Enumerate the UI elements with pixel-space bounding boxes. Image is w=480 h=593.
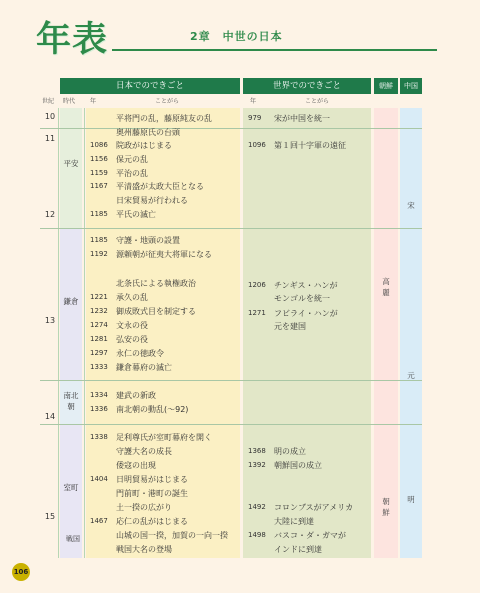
world-event-text: モンゴルを統一 xyxy=(274,294,330,303)
korea-goryeo: 高麗 xyxy=(382,277,390,297)
japan-event-text: 守護大名の成長 xyxy=(116,447,172,456)
japan-event-text: 御成敗式目を制定する xyxy=(116,307,196,316)
japan-event-text: 平治の乱 xyxy=(116,169,148,178)
japan-event-year: 1086 xyxy=(90,141,108,149)
japan-event-year: 1467 xyxy=(90,517,108,525)
column-divider xyxy=(58,108,59,558)
japan-event-text: 弘安の役 xyxy=(116,335,148,344)
title-underline xyxy=(112,49,437,51)
china-yuan: 元 xyxy=(407,371,415,380)
era-sengoku xyxy=(66,534,80,545)
subheader-era: 時代 xyxy=(63,98,76,105)
japan-event-year: 1185 xyxy=(90,210,108,218)
japan-event-year: 1297 xyxy=(90,349,108,357)
header-world: 世界でのできごと xyxy=(243,78,371,94)
japan-event-text: 土一揆の広がり xyxy=(116,503,172,512)
era-muromachi-label: 室町 xyxy=(63,483,79,492)
japan-event-text: 戦国大名の登場 xyxy=(116,545,172,554)
japan-event-text: 文永の役 xyxy=(116,321,148,330)
china-ming: 明 xyxy=(407,495,415,504)
world-event-text: 第１回十字軍の遠征 xyxy=(274,141,346,150)
japan-event-text: 源頼朝が征夷大将軍になる xyxy=(116,250,212,259)
china-column xyxy=(400,108,422,558)
header-korea: 朝鮮 xyxy=(374,78,398,94)
japan-event-text: 建武の新政 xyxy=(116,391,156,400)
era-heian xyxy=(60,158,82,169)
japan-event-year: 1192 xyxy=(90,250,108,258)
century-10: 10 xyxy=(44,112,56,121)
japan-event-text: 守護・地頭の設置 xyxy=(116,236,180,245)
era-heian-label: 平安 xyxy=(63,159,79,168)
china-song: 宋 xyxy=(407,201,415,210)
japan-event-year: 1404 xyxy=(90,475,108,483)
chapter-heading: 2章 中世の日本 xyxy=(190,30,283,43)
world-event-text: インドに到達 xyxy=(274,545,322,554)
japan-event-year: 1274 xyxy=(90,321,108,329)
century-14: 14 xyxy=(44,412,56,421)
japan-event-year: 1185 xyxy=(90,236,108,244)
subheader-world-events: ことがら xyxy=(305,98,330,105)
world-event-text: 朝鮮国の成立 xyxy=(274,461,322,470)
century-12: 12 xyxy=(44,210,56,219)
world-event-text: フビライ・ハンが xyxy=(274,309,338,318)
japan-event-text: 平将門の乱，藤原純友の乱 xyxy=(116,114,212,123)
column-divider xyxy=(84,108,85,558)
japan-event-year: 1334 xyxy=(90,391,108,399)
row-divider xyxy=(40,424,422,425)
japan-event-year: 1333 xyxy=(90,363,108,371)
japan-event-text: 永仁の徳政令 xyxy=(116,349,164,358)
world-event-year: 1368 xyxy=(248,447,266,455)
era-nanbokucho-label: 南北朝 xyxy=(63,391,79,411)
japan-event-text: 門前町・港町の誕生 xyxy=(116,489,188,498)
world-event-text: 元を建国 xyxy=(274,322,306,331)
world-event-text: 宋が中国を統一 xyxy=(274,114,330,123)
japan-event-text: 北条氏による執権政治 xyxy=(116,279,196,288)
japan-event-text: 平氏の滅亡 xyxy=(116,210,156,219)
japan-event-text: 平清盛が太政大臣となる xyxy=(116,182,204,191)
japan-event-year: 1281 xyxy=(90,335,108,343)
japan-event-year: 1167 xyxy=(90,182,108,190)
world-event-year: 979 xyxy=(248,114,262,122)
world-event-text: コロンブスがアメリカ xyxy=(274,503,354,512)
era-kamakura xyxy=(60,296,82,307)
japan-event-text: 奥州藤原氏の台頭 xyxy=(116,128,180,137)
page-title: 年表 xyxy=(36,20,109,60)
japan-event-year: 1338 xyxy=(90,433,108,441)
korea-column xyxy=(374,108,398,558)
japan-event-text: 院政がはじまる xyxy=(116,141,172,150)
page-number: 106 xyxy=(12,563,30,581)
world-event-year: 1206 xyxy=(248,281,266,289)
japan-event-text: 南北朝の動乱(～92) xyxy=(116,405,189,414)
world-event-year: 1271 xyxy=(248,309,266,317)
era-sengoku-label: 戦国 xyxy=(66,535,80,543)
row-divider xyxy=(40,128,422,129)
world-event-year: 1498 xyxy=(248,531,266,539)
world-event-year: 1492 xyxy=(248,503,266,511)
era-muromachi xyxy=(60,482,82,493)
subheader-world-year: 年 xyxy=(250,98,257,105)
japan-event-text: 鎌倉幕府の滅亡 xyxy=(116,363,172,372)
world-event-text: 大陸に到達 xyxy=(274,517,314,526)
korea-joseon: 朝鮮 xyxy=(382,497,390,517)
header-japan: 日本でのできごと xyxy=(60,78,240,94)
world-event-year: 1096 xyxy=(248,141,266,149)
world-events-column xyxy=(243,108,371,558)
japan-event-text: 応仁の乱がはじまる xyxy=(116,517,188,526)
row-divider xyxy=(40,228,422,229)
era-kamakura-label: 鎌倉 xyxy=(63,297,79,306)
japan-event-year: 1221 xyxy=(90,293,108,301)
japan-event-text: 保元の乱 xyxy=(116,155,148,164)
row-divider xyxy=(40,380,422,381)
japan-event-text: 承久の乱 xyxy=(116,293,148,302)
japan-event-year: 1159 xyxy=(90,169,108,177)
world-event-year: 1392 xyxy=(248,461,266,469)
world-event-text: バスコ・ダ・ガマが xyxy=(274,531,346,540)
century-15: 15 xyxy=(44,512,56,521)
subheader-year: 年 xyxy=(90,98,97,105)
japan-event-text: 日宋貿易が行われる xyxy=(116,196,188,205)
japan-event-text: 倭寇の出現 xyxy=(116,461,156,470)
japan-event-text: 足利尊氏が室町幕府を開く xyxy=(116,433,212,442)
japan-event-text: 山城の国一揆，加賀の一向一揆 xyxy=(116,531,228,540)
header-china: 中国 xyxy=(400,78,422,94)
world-event-text: 明の成立 xyxy=(274,447,306,456)
century-13: 13 xyxy=(44,316,56,325)
japan-event-year: 1232 xyxy=(90,307,108,315)
subheader-century: 世紀 xyxy=(42,98,55,105)
japan-event-year: 1336 xyxy=(90,405,108,413)
japan-event-year: 1156 xyxy=(90,155,108,163)
subheader-events: ことがら xyxy=(155,98,180,105)
century-11: 11 xyxy=(44,134,56,143)
era-nanbokucho xyxy=(60,390,82,412)
world-event-text: チンギス・ハンが xyxy=(274,281,338,290)
japan-event-text: 日明貿易がはじまる xyxy=(116,475,188,484)
